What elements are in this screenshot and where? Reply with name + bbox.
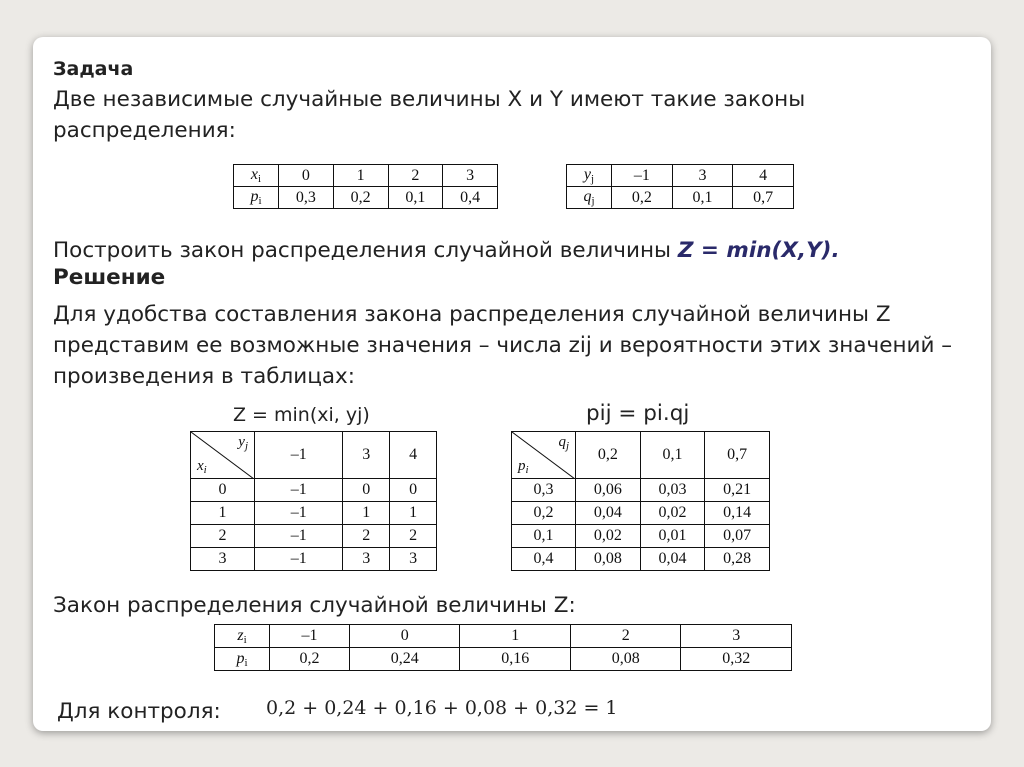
min-table-caption: Z = min(xi, yj) xyxy=(233,404,370,426)
table-cell: 3 xyxy=(191,548,255,571)
table-cell: 0,04 xyxy=(576,502,641,525)
table-z-row1-label: $z_i$ xyxy=(215,625,270,648)
table-row xyxy=(512,548,770,571)
table-cell: 0,06 xyxy=(576,479,641,502)
table-cell: 3 xyxy=(343,548,390,571)
table-cell: 2 xyxy=(191,525,255,548)
table-cell: 0 xyxy=(191,479,255,502)
table-cell: 0,01 xyxy=(640,525,705,548)
table-z-row2-label: $p_i$ xyxy=(215,648,270,671)
table-header-cell: 0,7 xyxy=(705,432,770,479)
table-x-row2-label: $p_i$ xyxy=(234,187,279,209)
table-cell: 0,28 xyxy=(705,548,770,571)
table-row xyxy=(512,525,770,548)
table-header-cell: 0,1 xyxy=(640,432,705,479)
task-heading: Задача xyxy=(53,58,134,80)
table-row xyxy=(191,502,437,525)
task-text: Построить закон распределения случайной величины Z = min(X,Y). xyxy=(53,238,840,263)
solution-text: Для удобства составления закона распределения случайной величины Z представим ее возможные значения – числа zij и вероятности этих значений – произведения в таблицах: xyxy=(53,302,953,389)
table-cell: 0,02 xyxy=(640,502,705,525)
table-cell: 0,08 xyxy=(576,548,641,571)
table-cell: 0,24 xyxy=(350,648,460,671)
table-cell: 0,7 xyxy=(733,187,794,209)
table-cell: 0,03 xyxy=(640,479,705,502)
table-cell: 1 xyxy=(343,502,390,525)
table-cell: 0,2 xyxy=(270,648,350,671)
table-cell: 0,16 xyxy=(460,648,570,671)
table-cell: –1 xyxy=(255,479,343,502)
table-cell: 0,14 xyxy=(705,502,770,525)
table-cell: 0 xyxy=(350,625,460,648)
slide xyxy=(33,37,991,731)
solution-heading: Решение xyxy=(53,265,166,290)
table-cell: 2 xyxy=(343,525,390,548)
table-row xyxy=(512,479,770,502)
table-cell: –1 xyxy=(270,625,350,648)
table-cell: 1 xyxy=(390,502,437,525)
table-cell: 0,32 xyxy=(681,648,792,671)
distribution-table-x xyxy=(233,164,498,209)
table-cell: 0,2 xyxy=(512,502,576,525)
table-cell: 3 xyxy=(390,548,437,571)
product-table-caption: pij = pi.qj xyxy=(586,401,690,426)
table-cell: 0 xyxy=(279,165,334,187)
table-row xyxy=(191,525,437,548)
table-cell: 0 xyxy=(390,479,437,502)
table-cell: 0,2 xyxy=(612,187,673,209)
distribution-table-y xyxy=(566,164,794,209)
table-cell: –1 xyxy=(255,502,343,525)
problem-statement: Две независимые случайные величины X и Y имеют такие законы распределения: xyxy=(53,87,806,143)
table-cell: 0,4 xyxy=(443,187,498,209)
table-row xyxy=(191,548,437,571)
table-cell: 0,07 xyxy=(705,525,770,548)
table-cell: –1 xyxy=(612,165,673,187)
table-cell: 1 xyxy=(333,165,388,187)
table-cell: –1 xyxy=(255,525,343,548)
table-row xyxy=(512,502,770,525)
table-cell: 0,3 xyxy=(512,479,576,502)
table-cell: 0,2 xyxy=(333,187,388,209)
table-cell: 1 xyxy=(191,502,255,525)
table-header-cell: 0,2 xyxy=(576,432,641,479)
table-cell: 0,1 xyxy=(388,187,443,209)
control-equation: 0,2 + 0,24 + 0,16 + 0,08 + 0,32 = 1 xyxy=(266,697,618,719)
table-cell: 3 xyxy=(681,625,792,648)
table-cell: 0,1 xyxy=(512,525,576,548)
table-cell: 0 xyxy=(343,479,390,502)
table-cell: 0,02 xyxy=(576,525,641,548)
table-header-cell: –1 xyxy=(255,432,343,479)
task-formula: Z = min(X,Y). xyxy=(677,238,840,263)
control-label: Для контроля: xyxy=(57,699,221,724)
table-cell: 2 xyxy=(388,165,443,187)
table-y-row1-label: $y_j$ xyxy=(567,165,612,187)
table-cell: 0,4 xyxy=(512,548,576,571)
table-cell: 3 xyxy=(443,165,498,187)
table-y-row2-label: $q_j$ xyxy=(567,187,612,209)
law-heading: Закон распределения случайной величины Z: xyxy=(53,593,576,618)
table-header-cell: 3 xyxy=(343,432,390,479)
table-cell: 3 xyxy=(672,165,733,187)
probability-product-table xyxy=(511,431,770,571)
table-row xyxy=(191,479,437,502)
table-corner-cell: $y_j$ $x_i$ xyxy=(191,432,255,479)
min-values-table xyxy=(190,431,437,571)
table-x-row1-label: $x_i$ xyxy=(234,165,279,187)
table-cell: 1 xyxy=(460,625,570,648)
distribution-table-z xyxy=(214,624,792,671)
table-cell: –1 xyxy=(255,548,343,571)
table-corner-cell: $q_j$ $p_i$ xyxy=(512,432,576,479)
table-cell: 0,21 xyxy=(705,479,770,502)
table-cell: 0,08 xyxy=(570,648,680,671)
table-header-cell: 4 xyxy=(390,432,437,479)
table-cell: 4 xyxy=(733,165,794,187)
table-cell: 0,1 xyxy=(672,187,733,209)
table-cell: 2 xyxy=(570,625,680,648)
table-cell: 0,3 xyxy=(279,187,334,209)
table-cell: 0,04 xyxy=(640,548,705,571)
table-cell: 2 xyxy=(390,525,437,548)
